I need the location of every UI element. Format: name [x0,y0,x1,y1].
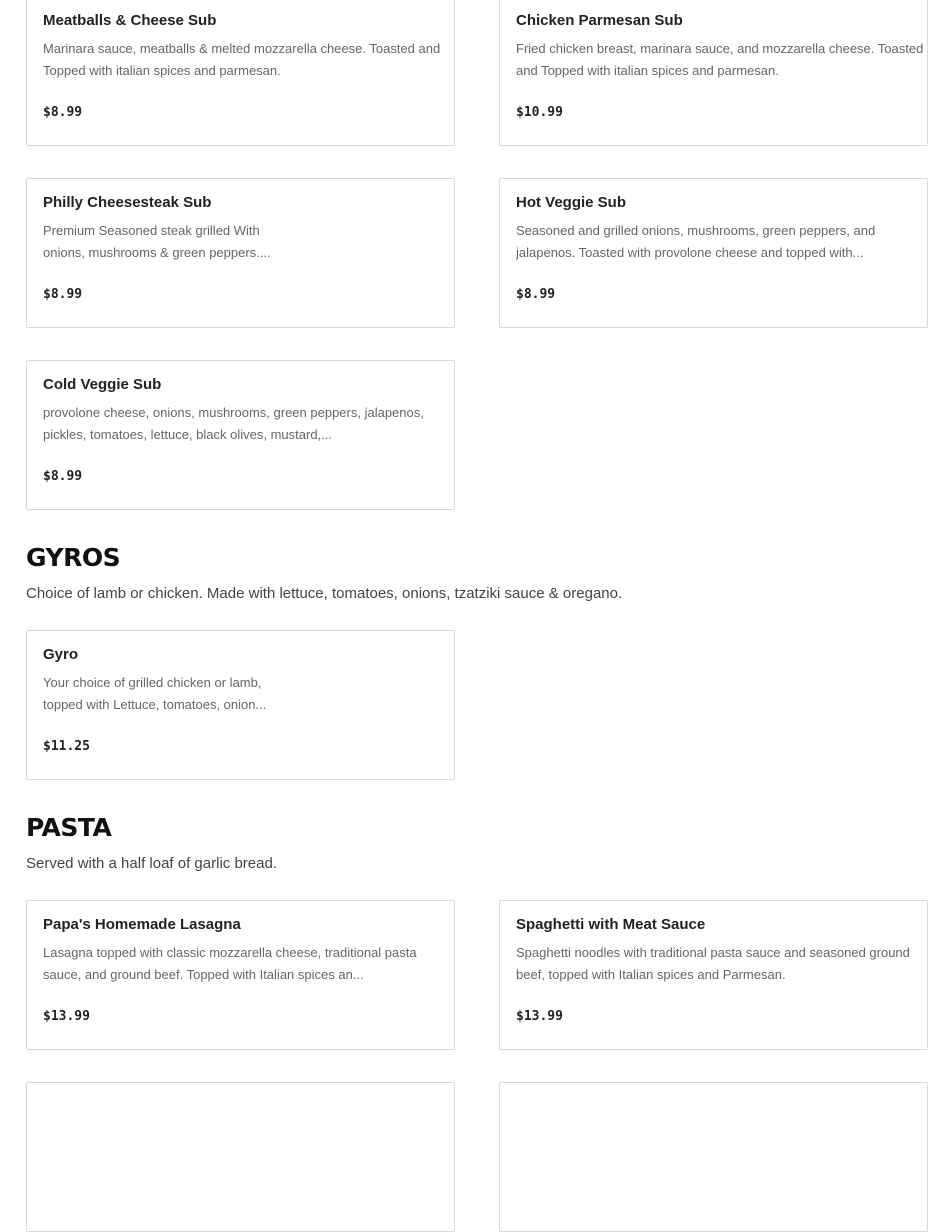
section-description-pasta: Served with a half loaf of garlic bread. [26,855,277,872]
item-name: Meatballs & Cheese Sub [43,12,217,29]
menu-item-card[interactable] [26,900,455,1050]
item-description: Marinara sauce, meatballs & melted mozzarella cheese. Toasted and Topped with italian spices and parmesan. [43,41,441,78]
menu-item-card[interactable] [499,900,928,1050]
section-title-gyros: GYROS [26,543,121,572]
item-description: Fried chicken breast, marinara sauce, and mozzarella cheese. Toasted and Topped with italian spices and parmesan. [516,41,924,78]
menu-item-card[interactable] [499,1082,928,1232]
section-description-gyros: Choice of lamb or chicken. Made with lettuce, tomatoes, onions, tzatziki sauce & oregano. [26,585,623,602]
item-name: Hot Veggie Sub [516,194,627,211]
item-price: $10.99 [516,105,563,120]
menu-item-card[interactable] [26,630,455,780]
item-price: $11.25 [43,739,90,754]
item-description: Seasoned and grilled onions, mushrooms, green peppers, and jalapenos. Toasted with provolone cheese and topped with... [516,223,876,260]
item-price: $8.99 [516,287,556,302]
item-description: Your choice of grilled chicken or lamb, topped with Lettuce, tomatoes, onion... [43,675,267,712]
item-price: $8.99 [43,105,83,120]
menu-item-card[interactable] [499,0,928,146]
item-name: Papa's Homemade Lasagna [43,916,241,933]
menu-item-card[interactable] [26,178,455,328]
item-price: $13.99 [43,1009,90,1024]
item-price: $13.99 [516,1009,563,1024]
item-price: $8.99 [43,287,83,302]
item-description: provolone cheese, onions, mushrooms, green peppers, jalapenos, pickles, tomatoes, lettuce, black olives, mustard,... [43,405,424,442]
item-name: Philly Cheesesteak Sub [43,194,212,211]
item-name: Chicken Parmesan Sub [516,12,683,29]
menu-item-card[interactable] [499,178,928,328]
menu-item-card[interactable] [26,1082,455,1232]
item-description: Premium Seasoned steak grilled With onions, mushrooms & green peppers.... [43,223,271,260]
item-price: $8.99 [43,469,83,484]
item-name: Cold Veggie Sub [43,376,162,393]
item-name: Gyro [43,646,79,663]
item-description: Spaghetti noodles with traditional pasta sauce and seasoned ground beef, topped with Italian spices and Parmesan. [516,945,910,982]
menu-item-card[interactable] [26,360,455,510]
item-description: Lasagna topped with classic mozzarella cheese, traditional pasta sauce, and ground beef. Topped with Italian spices an... [43,945,417,982]
item-name: Spaghetti with Meat Sauce [516,916,706,933]
menu-item-card[interactable] [26,0,455,146]
section-title-pasta: PASTA [26,813,112,842]
